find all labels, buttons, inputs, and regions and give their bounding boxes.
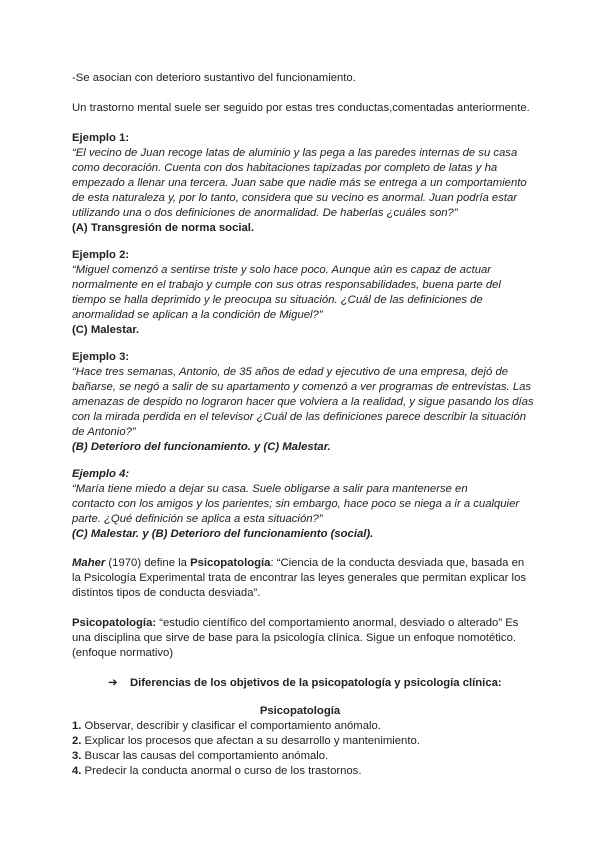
example-text-line: amenazas de despido no lograron hacer que volviera a la realidad, y sigue pasando los días — [72, 396, 534, 408]
example-text-line: contacto con los amigos y los parientes; sin embargo, hace poco se niega a ir a cualquier — [72, 498, 520, 510]
example-answer: (C) Malestar. y (B) Deterioro del funcionamiento (social). — [72, 528, 374, 540]
arrow-right-icon: ➔ — [108, 677, 118, 689]
example-text-line: normalmente en el trabajo y cumple con sus otras responsabilidades, buena parte del — [72, 279, 501, 291]
intro-bullet: -Se asocian con deterioro sustantivo del funcionamiento. — [72, 72, 356, 84]
intro-summary: Un trastorno mental suele ser seguido por estas tres conductas,comentadas anteriormente. — [72, 102, 530, 114]
example-title: Ejemplo 2: — [72, 249, 130, 261]
example-text-line: bañarse, se negó a salir de su apartamento y comenzó a ver programas de entrevistas. Las — [72, 381, 532, 393]
example-text-line: de Antonio?” — [72, 426, 136, 438]
differences-heading: ➔ Diferencias de los objetivos de la psicopatología y psicología clínica: — [108, 677, 502, 689]
example-text-line: empezado a llenar una tercera. Juan sabe que nadie más se entrega a un comportamiento — [72, 177, 527, 189]
example-text-line: como decoración. Cuenta con dos habitaciones tapizadas por completo de latas y ha — [72, 162, 498, 174]
list-item: 4. Predecir la conducta anormal o curso de los trastornos. — [72, 765, 362, 777]
example-answer: (C) Malestar. — [72, 324, 140, 336]
example-text-line: con la mirada perdida en el televisor ¿Cuál de las definiciones parece describir la situación — [72, 411, 526, 423]
example-text-line: de esta naturaleza y, por lo tanto, considera que su vecino es anormal. Juan podría estar — [72, 192, 518, 204]
example-title: Ejemplo 1: — [72, 132, 130, 144]
example-1 — [72, 131, 532, 236]
example-title: Ejemplo 3: — [72, 351, 130, 363]
list-item: 2. Explicar los procesos que afectan a su desarrollo y mantenimiento. — [72, 735, 420, 747]
example-text-line: “Hace tres semanas, Antonio, de 35 años de edad y ejecutivo de una empresa, dejó de — [72, 366, 509, 378]
term: Psicopatología: — [72, 617, 157, 629]
example-2 — [72, 248, 532, 338]
psicopatologia-definition: Psicopatología: “estudio científico del comportamiento anormal, desviado o alterado” Es una disciplina que sirve de base para la psicología clínica. Sigue un enfoque nomotético. (enfoque normativo) — [72, 617, 519, 659]
author-name: Maher — [72, 557, 106, 569]
example-text-line: utilizando una o dos definiciones de anormalidad. De haberlas ¿cuáles son?” — [72, 207, 458, 219]
list-item: 1. Observar, describir y clasificar el comportamiento anómalo. — [72, 720, 381, 732]
example-text-line: tiempo se halla deprimido y le preocupa su situación. ¿Cuál de las definiciones de — [72, 294, 483, 306]
maher-definition: Maher (1970) define la Psicopatología: “Ciencia de la conducta desviada que, basada en la Psicología Experimental trata de encontrar las leyes generales que permitan explicar los distintos tipos de conducta desviada”. — [72, 557, 526, 599]
example-4 — [72, 467, 532, 542]
example-text-line: “María tiene miedo a dejar su casa. Suele obligarse a salir para mantenerse en — [72, 483, 468, 495]
section-heading: Psicopatología — [259, 705, 341, 717]
example-text-line: “Miguel comenzó a sentirse triste y solo hace poco. Aunque aún es capaz de actuar — [72, 264, 492, 276]
example-answer: (A) Transgresión de norma social. — [72, 222, 255, 234]
objectives-list — [72, 719, 532, 779]
term: Psicopatología — [190, 557, 271, 569]
example-answer: (B) Deterioro del funcionamiento. y (C) Malestar. — [72, 441, 331, 453]
example-text-line: parte. ¿Qué definición se aplica a esta situación?” — [72, 513, 323, 525]
example-3 — [72, 350, 532, 455]
example-text-line: “El vecino de Juan recoge latas de aluminio y las pega a las paredes internas de su casa — [72, 147, 518, 159]
list-item: 3. Buscar las causas del comportamiento anómalo. — [72, 750, 329, 762]
example-title: Ejemplo 4: — [72, 468, 130, 480]
example-text-line: anormalidad se aplican a la condición de Miguel?” — [72, 309, 323, 321]
